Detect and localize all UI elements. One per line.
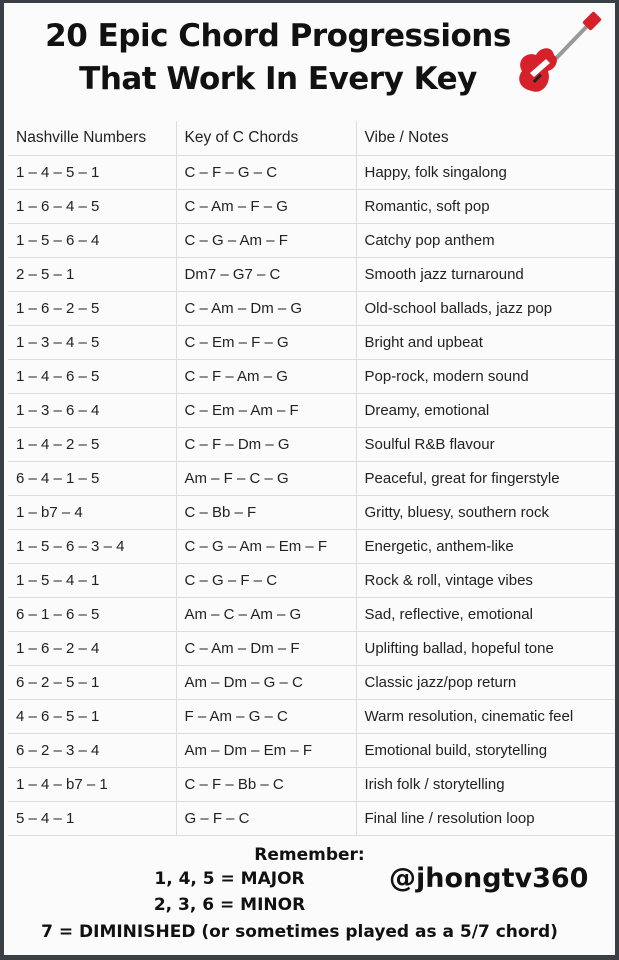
nashville-numbers-cell: 1 – 6 – 4 – 5 — [8, 189, 176, 223]
title-line-1: 20 Epic Chord Progressions — [45, 18, 511, 54]
table-row — [8, 529, 615, 563]
nashville-numbers-cell: 6 – 4 – 1 – 5 — [8, 461, 176, 495]
nashville-numbers-cell: 2 – 5 – 1 — [8, 257, 176, 291]
table-row — [8, 563, 615, 597]
nashville-numbers-cell: 6 – 1 – 6 – 5 — [8, 597, 176, 631]
page-title — [18, 15, 538, 101]
vibe-notes-cell: Happy, folk singalong — [356, 155, 615, 189]
key-of-c-chords-cell: C – G – Am – Em – F — [176, 529, 356, 563]
vibe-notes-cell: Rock & roll, vintage vibes — [356, 563, 615, 597]
nashville-numbers-cell: 6 – 2 – 5 – 1 — [8, 665, 176, 699]
title-line-2: That Work In Every Key — [79, 61, 477, 97]
key-of-c-chords-cell: C – Am – Dm – G — [176, 291, 356, 325]
table-row — [8, 461, 615, 495]
vibe-notes-cell: Old-school ballads, jazz pop — [356, 291, 615, 325]
nashville-numbers-cell: 1 – 4 – b7 – 1 — [8, 767, 176, 801]
table-row — [8, 155, 615, 189]
key-of-c-chords-cell: C – G – Am – F — [176, 223, 356, 257]
vibe-notes-cell: Gritty, bluesy, southern rock — [356, 495, 615, 529]
vibe-notes-cell: Energetic, anthem-like — [356, 529, 615, 563]
key-of-c-chords-cell: Am – C – Am – G — [176, 597, 356, 631]
major-rule: 1, 4, 5 = MAJOR — [154, 869, 305, 889]
nashville-numbers-cell: 1 – 4 – 6 – 5 — [8, 359, 176, 393]
infographic — [4, 3, 615, 955]
nashville-numbers-cell: 1 – 4 – 2 – 5 — [8, 427, 176, 461]
key-of-c-chords-cell: C – F – Am – G — [176, 359, 356, 393]
vibe-notes-cell: Classic jazz/pop return — [356, 665, 615, 699]
nashville-numbers-cell: 4 – 6 – 5 – 1 — [8, 699, 176, 733]
table-row — [8, 767, 615, 801]
nashville-numbers-cell: 1 – 5 – 6 – 3 – 4 — [8, 529, 176, 563]
key-of-c-chords-cell: Dm7 – G7 – C — [176, 257, 356, 291]
vibe-notes-cell: Catchy pop anthem — [356, 223, 615, 257]
vibe-notes-cell: Soulful R&B flavour — [356, 427, 615, 461]
key-of-c-chords-cell: C – F – Bb – C — [176, 767, 356, 801]
table-header-row — [8, 121, 615, 155]
vibe-notes-cell: Warm resolution, cinematic feel — [356, 699, 615, 733]
nashville-numbers-cell: 1 – 5 – 4 – 1 — [8, 563, 176, 597]
table-row — [8, 495, 615, 529]
vibe-notes-cell: Romantic, soft pop — [356, 189, 615, 223]
vibe-notes-cell: Peaceful, great for fingerstyle — [356, 461, 615, 495]
table-row — [8, 189, 615, 223]
vibe-notes-cell: Smooth jazz turnaround — [356, 257, 615, 291]
remember-label: Remember: — [254, 845, 365, 865]
nashville-numbers-cell: 5 – 4 – 1 — [8, 801, 176, 835]
key-of-c-chords-cell: Am – F – C – G — [176, 461, 356, 495]
key-of-c-chords-cell: F – Am – G – C — [176, 699, 356, 733]
electric-guitar-icon — [512, 11, 602, 101]
vibe-notes-cell: Final line / resolution loop — [356, 801, 615, 835]
chord-progressions-table — [8, 121, 615, 836]
table-row — [8, 359, 615, 393]
vibe-notes-cell: Emotional build, storytelling — [356, 733, 615, 767]
nashville-numbers-cell: 1 – 4 – 5 – 1 — [8, 155, 176, 189]
vibe-notes-cell: Sad, reflective, emotional — [356, 597, 615, 631]
key-of-c-chords-cell: Am – Dm – G – C — [176, 665, 356, 699]
table-row — [8, 733, 615, 767]
table-row — [8, 393, 615, 427]
nashville-numbers-cell: 1 – 5 – 6 – 4 — [8, 223, 176, 257]
diminished-rule: 7 = DIMINISHED (or sometimes played as a 5/7 chord) — [41, 922, 558, 942]
vibe-notes-cell: Dreamy, emotional — [356, 393, 615, 427]
vibe-notes-cell: Pop-rock, modern sound — [356, 359, 615, 393]
key-of-c-chords-cell: Am – Dm – Em – F — [176, 733, 356, 767]
column-header-vibe: Vibe / Notes — [356, 121, 615, 155]
vibe-notes-cell: Uplifting ballad, hopeful tone — [356, 631, 615, 665]
key-of-c-chords-cell: C – Em – Am – F — [176, 393, 356, 427]
key-of-c-chords-cell: C – G – F – C — [176, 563, 356, 597]
key-of-c-chords-cell: C – Bb – F — [176, 495, 356, 529]
key-of-c-chords-cell: C – Am – F – G — [176, 189, 356, 223]
table-row — [8, 597, 615, 631]
nashville-numbers-cell: 1 – 6 – 2 – 4 — [8, 631, 176, 665]
author-handle: @jhongtv360 — [389, 863, 589, 894]
column-header-chords: Key of C Chords — [176, 121, 356, 155]
key-of-c-chords-cell: C – F – G – C — [176, 155, 356, 189]
table-row — [8, 631, 615, 665]
table-row — [8, 291, 615, 325]
table-row — [8, 699, 615, 733]
table-row — [8, 427, 615, 461]
minor-rule: 2, 3, 6 = MINOR — [153, 895, 306, 915]
column-header-nashville: Nashville Numbers — [8, 121, 176, 155]
table-row — [8, 665, 615, 699]
table-row — [8, 325, 615, 359]
nashville-numbers-cell: 1 – 3 – 6 – 4 — [8, 393, 176, 427]
table-row — [8, 801, 615, 835]
key-of-c-chords-cell: C – Am – Dm – F — [176, 631, 356, 665]
nashville-numbers-cell: 1 – 6 – 2 – 5 — [8, 291, 176, 325]
nashville-numbers-cell: 1 – 3 – 4 – 5 — [8, 325, 176, 359]
nashville-numbers-cell: 1 – b7 – 4 — [8, 495, 176, 529]
key-of-c-chords-cell: C – F – Dm – G — [176, 427, 356, 461]
key-of-c-chords-cell: G – F – C — [176, 801, 356, 835]
table-row — [8, 223, 615, 257]
vibe-notes-cell: Bright and upbeat — [356, 325, 615, 359]
table-row — [8, 257, 615, 291]
nashville-numbers-cell: 6 – 2 – 3 – 4 — [8, 733, 176, 767]
vibe-notes-cell: Irish folk / storytelling — [356, 767, 615, 801]
key-of-c-chords-cell: C – Em – F – G — [176, 325, 356, 359]
